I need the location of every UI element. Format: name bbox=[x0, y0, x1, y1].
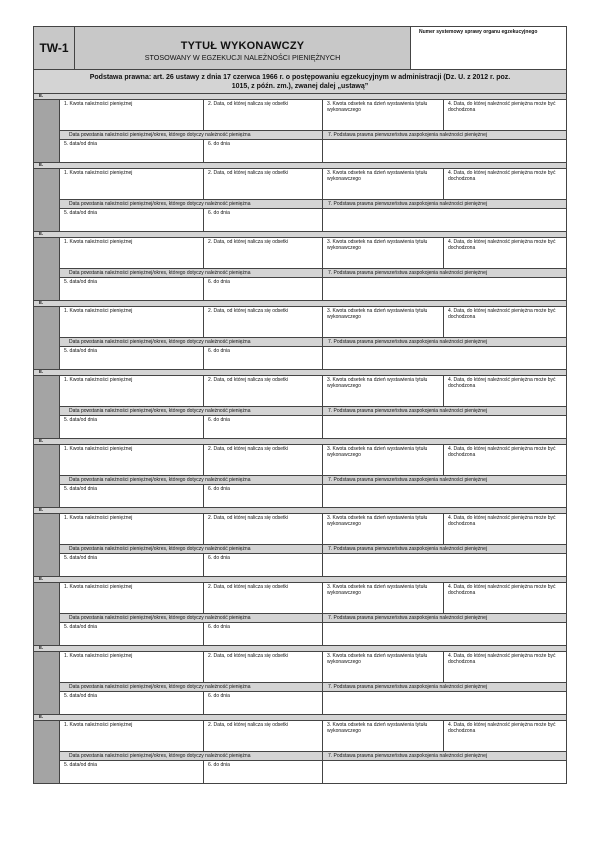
priority-basis-field[interactable] bbox=[323, 761, 566, 783]
claim-deadline-label: 4. Data, do której należność pieniężna może być dochodzona bbox=[448, 308, 556, 320]
priority-basis-heading bbox=[323, 614, 566, 623]
priority-basis-heading bbox=[323, 752, 566, 761]
claim-deadline-field[interactable] bbox=[444, 307, 566, 338]
section-label: E. bbox=[39, 369, 44, 374]
claim-deadline-field[interactable] bbox=[444, 100, 566, 131]
period-label: Data powstania należności pieniężnej/okres, którego dotyczy należność pieniężna bbox=[69, 132, 251, 138]
interest-start-date-field[interactable] bbox=[204, 721, 323, 752]
priority-basis-heading bbox=[323, 407, 566, 416]
priority-basis-heading bbox=[323, 200, 566, 209]
date-to-field[interactable] bbox=[204, 416, 323, 438]
period-heading bbox=[60, 752, 323, 761]
date-to-field[interactable] bbox=[204, 554, 323, 576]
date-from-label: 5. data/od dnia bbox=[64, 417, 98, 423]
period-heading bbox=[60, 200, 323, 209]
claim-deadline-label: 4. Data, do której należność pieniężna może być dochodzona bbox=[448, 584, 556, 596]
section-e-block bbox=[33, 646, 567, 715]
date-from-label: 5. data/od dnia bbox=[64, 486, 98, 492]
interest-amount-label: 3. Kwota odsetek na dzień wystawienia tytułu wykonawczego bbox=[327, 584, 428, 596]
claim-deadline-field[interactable] bbox=[444, 721, 566, 752]
interest-amount-field[interactable] bbox=[323, 445, 444, 476]
interest-amount-field[interactable] bbox=[323, 376, 444, 407]
period-label: Data powstania należności pieniężnej/okres, którego dotyczy należność pieniężna bbox=[69, 546, 251, 552]
section-e-block bbox=[33, 508, 567, 577]
section-e-blocks bbox=[33, 94, 567, 784]
interest-start-date-label: 2. Data, od której nalicza się odsetki bbox=[208, 584, 289, 590]
date-to-field[interactable] bbox=[204, 140, 323, 162]
section-label: E. bbox=[39, 438, 44, 443]
period-heading bbox=[60, 545, 323, 554]
section-e-block bbox=[33, 94, 567, 163]
date-from-field[interactable] bbox=[60, 485, 204, 507]
date-from-field[interactable] bbox=[60, 692, 204, 714]
period-heading bbox=[60, 476, 323, 485]
interest-amount-field[interactable] bbox=[323, 100, 444, 131]
legal-basis bbox=[33, 70, 567, 94]
period-label: Data powstania należności pieniężnej/okres, którego dotyczy należność pieniężna bbox=[69, 477, 251, 483]
priority-basis-heading bbox=[323, 476, 566, 485]
legal-basis-line-2: 1015, z późn. zm.), zwanej dalej „ustawą” bbox=[231, 83, 369, 90]
date-from-field[interactable] bbox=[60, 209, 204, 231]
priority-basis-field[interactable] bbox=[323, 209, 566, 231]
date-to-field[interactable] bbox=[204, 347, 323, 369]
section-label: E. bbox=[39, 300, 44, 305]
priority-basis-field[interactable] bbox=[323, 485, 566, 507]
form-title: TYTUŁ WYKONAWCZY bbox=[180, 40, 305, 52]
priority-basis-heading bbox=[323, 269, 566, 278]
date-to-label: 6. do dnia bbox=[208, 417, 230, 423]
period-heading bbox=[60, 683, 323, 692]
amount-field[interactable] bbox=[60, 376, 204, 407]
date-from-label: 5. data/od dnia bbox=[64, 624, 98, 630]
period-label: Data powstania należności pieniężnej/okres, którego dotyczy należność pieniężna bbox=[69, 408, 251, 414]
amount-label: 1. Kwota należności pieniężnej bbox=[64, 515, 133, 521]
priority-basis-field[interactable] bbox=[323, 278, 566, 300]
interest-start-date-label: 2. Data, od której nalicza się odsetki bbox=[208, 653, 289, 659]
amount-field[interactable] bbox=[60, 169, 204, 200]
date-to-label: 6. do dnia bbox=[208, 348, 230, 354]
claim-deadline-label: 4. Data, do której należność pieniężna może być dochodzona bbox=[448, 515, 556, 527]
claim-deadline-field[interactable] bbox=[444, 583, 566, 614]
section-stub bbox=[34, 721, 60, 783]
section-stub bbox=[34, 169, 60, 231]
amount-field[interactable] bbox=[60, 445, 204, 476]
section-label: E. bbox=[39, 507, 44, 512]
date-to-field[interactable] bbox=[204, 278, 323, 300]
interest-start-date-label: 2. Data, od której nalicza się odsetki bbox=[208, 308, 289, 314]
period-label: Data powstania należności pieniężnej/okres, którego dotyczy należność pieniężna bbox=[69, 615, 251, 621]
date-from-field[interactable] bbox=[60, 347, 204, 369]
section-stub bbox=[34, 376, 60, 438]
enforcement-title-form bbox=[33, 26, 567, 784]
date-to-field[interactable] bbox=[204, 623, 323, 645]
interest-amount-label: 3. Kwota odsetek na dzień wystawienia tytułu wykonawczego bbox=[327, 653, 428, 665]
claim-deadline-field[interactable] bbox=[444, 238, 566, 269]
priority-basis-heading bbox=[323, 683, 566, 692]
priority-basis-heading bbox=[323, 131, 566, 140]
date-from-field[interactable] bbox=[60, 761, 204, 783]
claim-deadline-field[interactable] bbox=[444, 169, 566, 200]
interest-start-date-label: 2. Data, od której nalicza się odsetki bbox=[208, 722, 289, 728]
amount-field[interactable] bbox=[60, 514, 204, 545]
date-to-label: 6. do dnia bbox=[208, 486, 230, 492]
interest-amount-field[interactable] bbox=[323, 307, 444, 338]
claim-deadline-label: 4. Data, do której należność pieniężna może być dochodzona bbox=[448, 653, 556, 665]
interest-start-date-label: 2. Data, od której nalicza się odsetki bbox=[208, 515, 289, 521]
date-from-label: 5. data/od dnia bbox=[64, 555, 98, 561]
period-heading bbox=[60, 407, 323, 416]
period-label: Data powstania należności pieniężnej/okres, którego dotyczy należność pieniężna bbox=[69, 339, 251, 345]
amount-label: 1. Kwota należności pieniężnej bbox=[64, 377, 133, 383]
interest-start-date-field[interactable] bbox=[204, 583, 323, 614]
interest-amount-field[interactable] bbox=[323, 721, 444, 752]
priority-basis-label: 7. Podstawa prawna pierwszeństwa zaspokojenia należności pieniężnej bbox=[328, 201, 487, 207]
priority-basis-heading bbox=[323, 545, 566, 554]
priority-basis-label: 7. Podstawa prawna pierwszeństwa zaspokojenia należności pieniężnej bbox=[328, 408, 487, 414]
section-e-block bbox=[33, 370, 567, 439]
title-box bbox=[75, 27, 411, 69]
section-label: E. bbox=[39, 645, 44, 650]
section-stub bbox=[34, 514, 60, 576]
section-stub bbox=[34, 100, 60, 162]
claim-deadline-field[interactable] bbox=[444, 445, 566, 476]
section-stub bbox=[34, 652, 60, 714]
amount-field[interactable] bbox=[60, 721, 204, 752]
interest-start-date-label: 2. Data, od której nalicza się odsetki bbox=[208, 446, 289, 452]
date-from-field[interactable] bbox=[60, 140, 204, 162]
interest-amount-label: 3. Kwota odsetek na dzień wystawienia tytułu wykonawczego bbox=[327, 377, 428, 389]
period-heading bbox=[60, 269, 323, 278]
claim-deadline-label: 4. Data, do której należność pieniężna może być dochodzona bbox=[448, 722, 556, 734]
date-to-field[interactable] bbox=[204, 209, 323, 231]
claim-deadline-field[interactable] bbox=[444, 514, 566, 545]
section-e-block bbox=[33, 301, 567, 370]
interest-amount-label: 3. Kwota odsetek na dzień wystawienia tytułu wykonawczego bbox=[327, 722, 428, 734]
period-heading bbox=[60, 131, 323, 140]
date-from-label: 5. data/od dnia bbox=[64, 348, 98, 354]
amount-field[interactable] bbox=[60, 307, 204, 338]
section-stub bbox=[34, 583, 60, 645]
date-from-field[interactable] bbox=[60, 554, 204, 576]
amount-label: 1. Kwota należności pieniężnej bbox=[64, 239, 133, 245]
interest-start-date-field[interactable] bbox=[204, 514, 323, 545]
priority-basis-label: 7. Podstawa prawna pierwszeństwa zaspokojenia należności pieniężnej bbox=[328, 684, 487, 690]
section-stub bbox=[34, 307, 60, 369]
interest-start-date-field[interactable] bbox=[204, 169, 323, 200]
claim-deadline-field[interactable] bbox=[444, 376, 566, 407]
interest-start-date-field[interactable] bbox=[204, 445, 323, 476]
interest-start-date-label: 2. Data, od której nalicza się odsetki bbox=[208, 239, 289, 245]
date-to-label: 6. do dnia bbox=[208, 279, 230, 285]
legal-basis-line-1: Podstawa prawna: art. 26 ustawy z dnia 17 czerwca 1966 r. o postępowaniu egzekucyjnym w administracji (Dz. U. z 2012 r. poz. bbox=[89, 74, 511, 81]
interest-amount-label: 3. Kwota odsetek na dzień wystawienia tytułu wykonawczego bbox=[327, 446, 428, 458]
priority-basis-label: 7. Podstawa prawna pierwszeństwa zaspokojenia należności pieniężnej bbox=[328, 339, 487, 345]
date-to-field[interactable] bbox=[204, 485, 323, 507]
priority-basis-label: 7. Podstawa prawna pierwszeństwa zaspokojenia należności pieniężnej bbox=[328, 270, 487, 276]
interest-amount-field[interactable] bbox=[323, 238, 444, 269]
priority-basis-label: 7. Podstawa prawna pierwszeństwa zaspokojenia należności pieniężnej bbox=[328, 615, 487, 621]
amount-label: 1. Kwota należności pieniężnej bbox=[64, 308, 133, 314]
priority-basis-field[interactable] bbox=[323, 692, 566, 714]
amount-label: 1. Kwota należności pieniężnej bbox=[64, 584, 133, 590]
section-e-block bbox=[33, 232, 567, 301]
date-to-label: 6. do dnia bbox=[208, 693, 230, 699]
claim-deadline-label: 4. Data, do której należność pieniężna może być dochodzona bbox=[448, 239, 556, 251]
interest-amount-label: 3. Kwota odsetek na dzień wystawienia tytułu wykonawczego bbox=[327, 308, 428, 320]
date-from-label: 5. data/od dnia bbox=[64, 210, 98, 216]
period-heading bbox=[60, 614, 323, 623]
section-label: E. bbox=[39, 231, 44, 236]
date-to-label: 6. do dnia bbox=[208, 210, 230, 216]
claim-deadline-label: 4. Data, do której należność pieniężna może być dochodzona bbox=[448, 446, 556, 458]
interest-amount-label: 3. Kwota odsetek na dzień wystawienia tytułu wykonawczego bbox=[327, 170, 428, 182]
section-stub bbox=[34, 238, 60, 300]
section-label: E. bbox=[39, 714, 44, 719]
period-label: Data powstania należności pieniężnej/okres, którego dotyczy należność pieniężna bbox=[69, 201, 251, 207]
interest-amount-label: 3. Kwota odsetek na dzień wystawienia tytułu wykonawczego bbox=[327, 239, 428, 251]
interest-start-date-field[interactable] bbox=[204, 307, 323, 338]
priority-basis-field[interactable] bbox=[323, 416, 566, 438]
amount-field[interactable] bbox=[60, 238, 204, 269]
interest-start-date-field[interactable] bbox=[204, 100, 323, 131]
section-label: E. bbox=[39, 576, 44, 581]
claim-deadline-label: 4. Data, do której należność pieniężna może być dochodzona bbox=[448, 101, 556, 113]
interest-start-date-label: 2. Data, od której nalicza się odsetki bbox=[208, 170, 289, 176]
date-from-label: 5. data/od dnia bbox=[64, 693, 98, 699]
amount-field[interactable] bbox=[60, 100, 204, 131]
interest-start-date-field[interactable] bbox=[204, 652, 323, 683]
interest-amount-field[interactable] bbox=[323, 652, 444, 683]
period-label: Data powstania należności pieniężnej/okres, którego dotyczy należność pieniężna bbox=[69, 753, 251, 759]
interest-amount-field[interactable] bbox=[323, 169, 444, 200]
date-from-field[interactable] bbox=[60, 278, 204, 300]
date-from-field[interactable] bbox=[60, 623, 204, 645]
priority-basis-field[interactable] bbox=[323, 554, 566, 576]
amount-label: 1. Kwota należności pieniężnej bbox=[64, 170, 133, 176]
interest-start-date-label: 2. Data, od której nalicza się odsetki bbox=[208, 101, 289, 107]
section-e-block bbox=[33, 163, 567, 232]
amount-label: 1. Kwota należności pieniężnej bbox=[64, 101, 133, 107]
interest-amount-label: 3. Kwota odsetek na dzień wystawienia tytułu wykonawczego bbox=[327, 101, 428, 113]
date-from-field[interactable] bbox=[60, 416, 204, 438]
period-label: Data powstania należności pieniężnej/okres, którego dotyczy należność pieniężna bbox=[69, 684, 251, 690]
interest-start-date-field[interactable] bbox=[204, 238, 323, 269]
amount-label: 1. Kwota należności pieniężnej bbox=[64, 722, 133, 728]
priority-basis-heading bbox=[323, 338, 566, 347]
priority-basis-label: 7. Podstawa prawna pierwszeństwa zaspokojenia należności pieniężnej bbox=[328, 477, 487, 483]
date-to-label: 6. do dnia bbox=[208, 762, 230, 768]
date-to-label: 6. do dnia bbox=[208, 555, 230, 561]
priority-basis-field[interactable] bbox=[323, 623, 566, 645]
system-number-label: Numer systemowy sprawy organu egzekucyjnego bbox=[419, 29, 538, 35]
date-to-label: 6. do dnia bbox=[208, 624, 230, 630]
section-e-block bbox=[33, 577, 567, 646]
interest-start-date-label: 2. Data, od której nalicza się odsetki bbox=[208, 377, 289, 383]
section-e-block bbox=[33, 439, 567, 508]
interest-start-date-field[interactable] bbox=[204, 376, 323, 407]
section-e-block bbox=[33, 715, 567, 784]
claim-deadline-label: 4. Data, do której należność pieniężna może być dochodzona bbox=[448, 170, 556, 182]
amount-field[interactable] bbox=[60, 652, 204, 683]
form-subtitle: STOSOWANY W EGZEKUCJI NALEŻNOŚCI PIENIĘŻNYCH bbox=[144, 53, 341, 62]
period-label: Data powstania należności pieniężnej/okres, którego dotyczy należność pieniężna bbox=[69, 270, 251, 276]
amount-field[interactable] bbox=[60, 583, 204, 614]
priority-basis-label: 7. Podstawa prawna pierwszeństwa zaspokojenia należności pieniężnej bbox=[328, 753, 487, 759]
claim-deadline-label: 4. Data, do której należność pieniężna może być dochodzona bbox=[448, 377, 556, 389]
priority-basis-label: 7. Podstawa prawna pierwszeństwa zaspokojenia należności pieniężnej bbox=[328, 546, 487, 552]
amount-label: 1. Kwota należności pieniężnej bbox=[64, 653, 133, 659]
date-to-label: 6. do dnia bbox=[208, 141, 230, 147]
date-to-field[interactable] bbox=[204, 761, 323, 783]
section-label: E. bbox=[39, 162, 44, 167]
date-from-label: 5. data/od dnia bbox=[64, 141, 98, 147]
priority-basis-field[interactable] bbox=[323, 140, 566, 162]
claim-deadline-field[interactable] bbox=[444, 652, 566, 683]
date-from-label: 5. data/od dnia bbox=[64, 762, 98, 768]
date-to-field[interactable] bbox=[204, 692, 323, 714]
interest-amount-field[interactable] bbox=[323, 583, 444, 614]
section-stub bbox=[34, 445, 60, 507]
amount-label: 1. Kwota należności pieniężnej bbox=[64, 446, 133, 452]
priority-basis-field[interactable] bbox=[323, 347, 566, 369]
form-code: TW-1 bbox=[34, 27, 75, 69]
system-number-field[interactable] bbox=[411, 27, 566, 69]
period-heading bbox=[60, 338, 323, 347]
interest-amount-label: 3. Kwota odsetek na dzień wystawienia tytułu wykonawczego bbox=[327, 515, 428, 527]
interest-amount-field[interactable] bbox=[323, 514, 444, 545]
date-from-label: 5. data/od dnia bbox=[64, 279, 98, 285]
priority-basis-label: 7. Podstawa prawna pierwszeństwa zaspokojenia należności pieniężnej bbox=[328, 132, 487, 138]
form-header bbox=[33, 26, 567, 70]
section-label: E. bbox=[39, 93, 44, 98]
